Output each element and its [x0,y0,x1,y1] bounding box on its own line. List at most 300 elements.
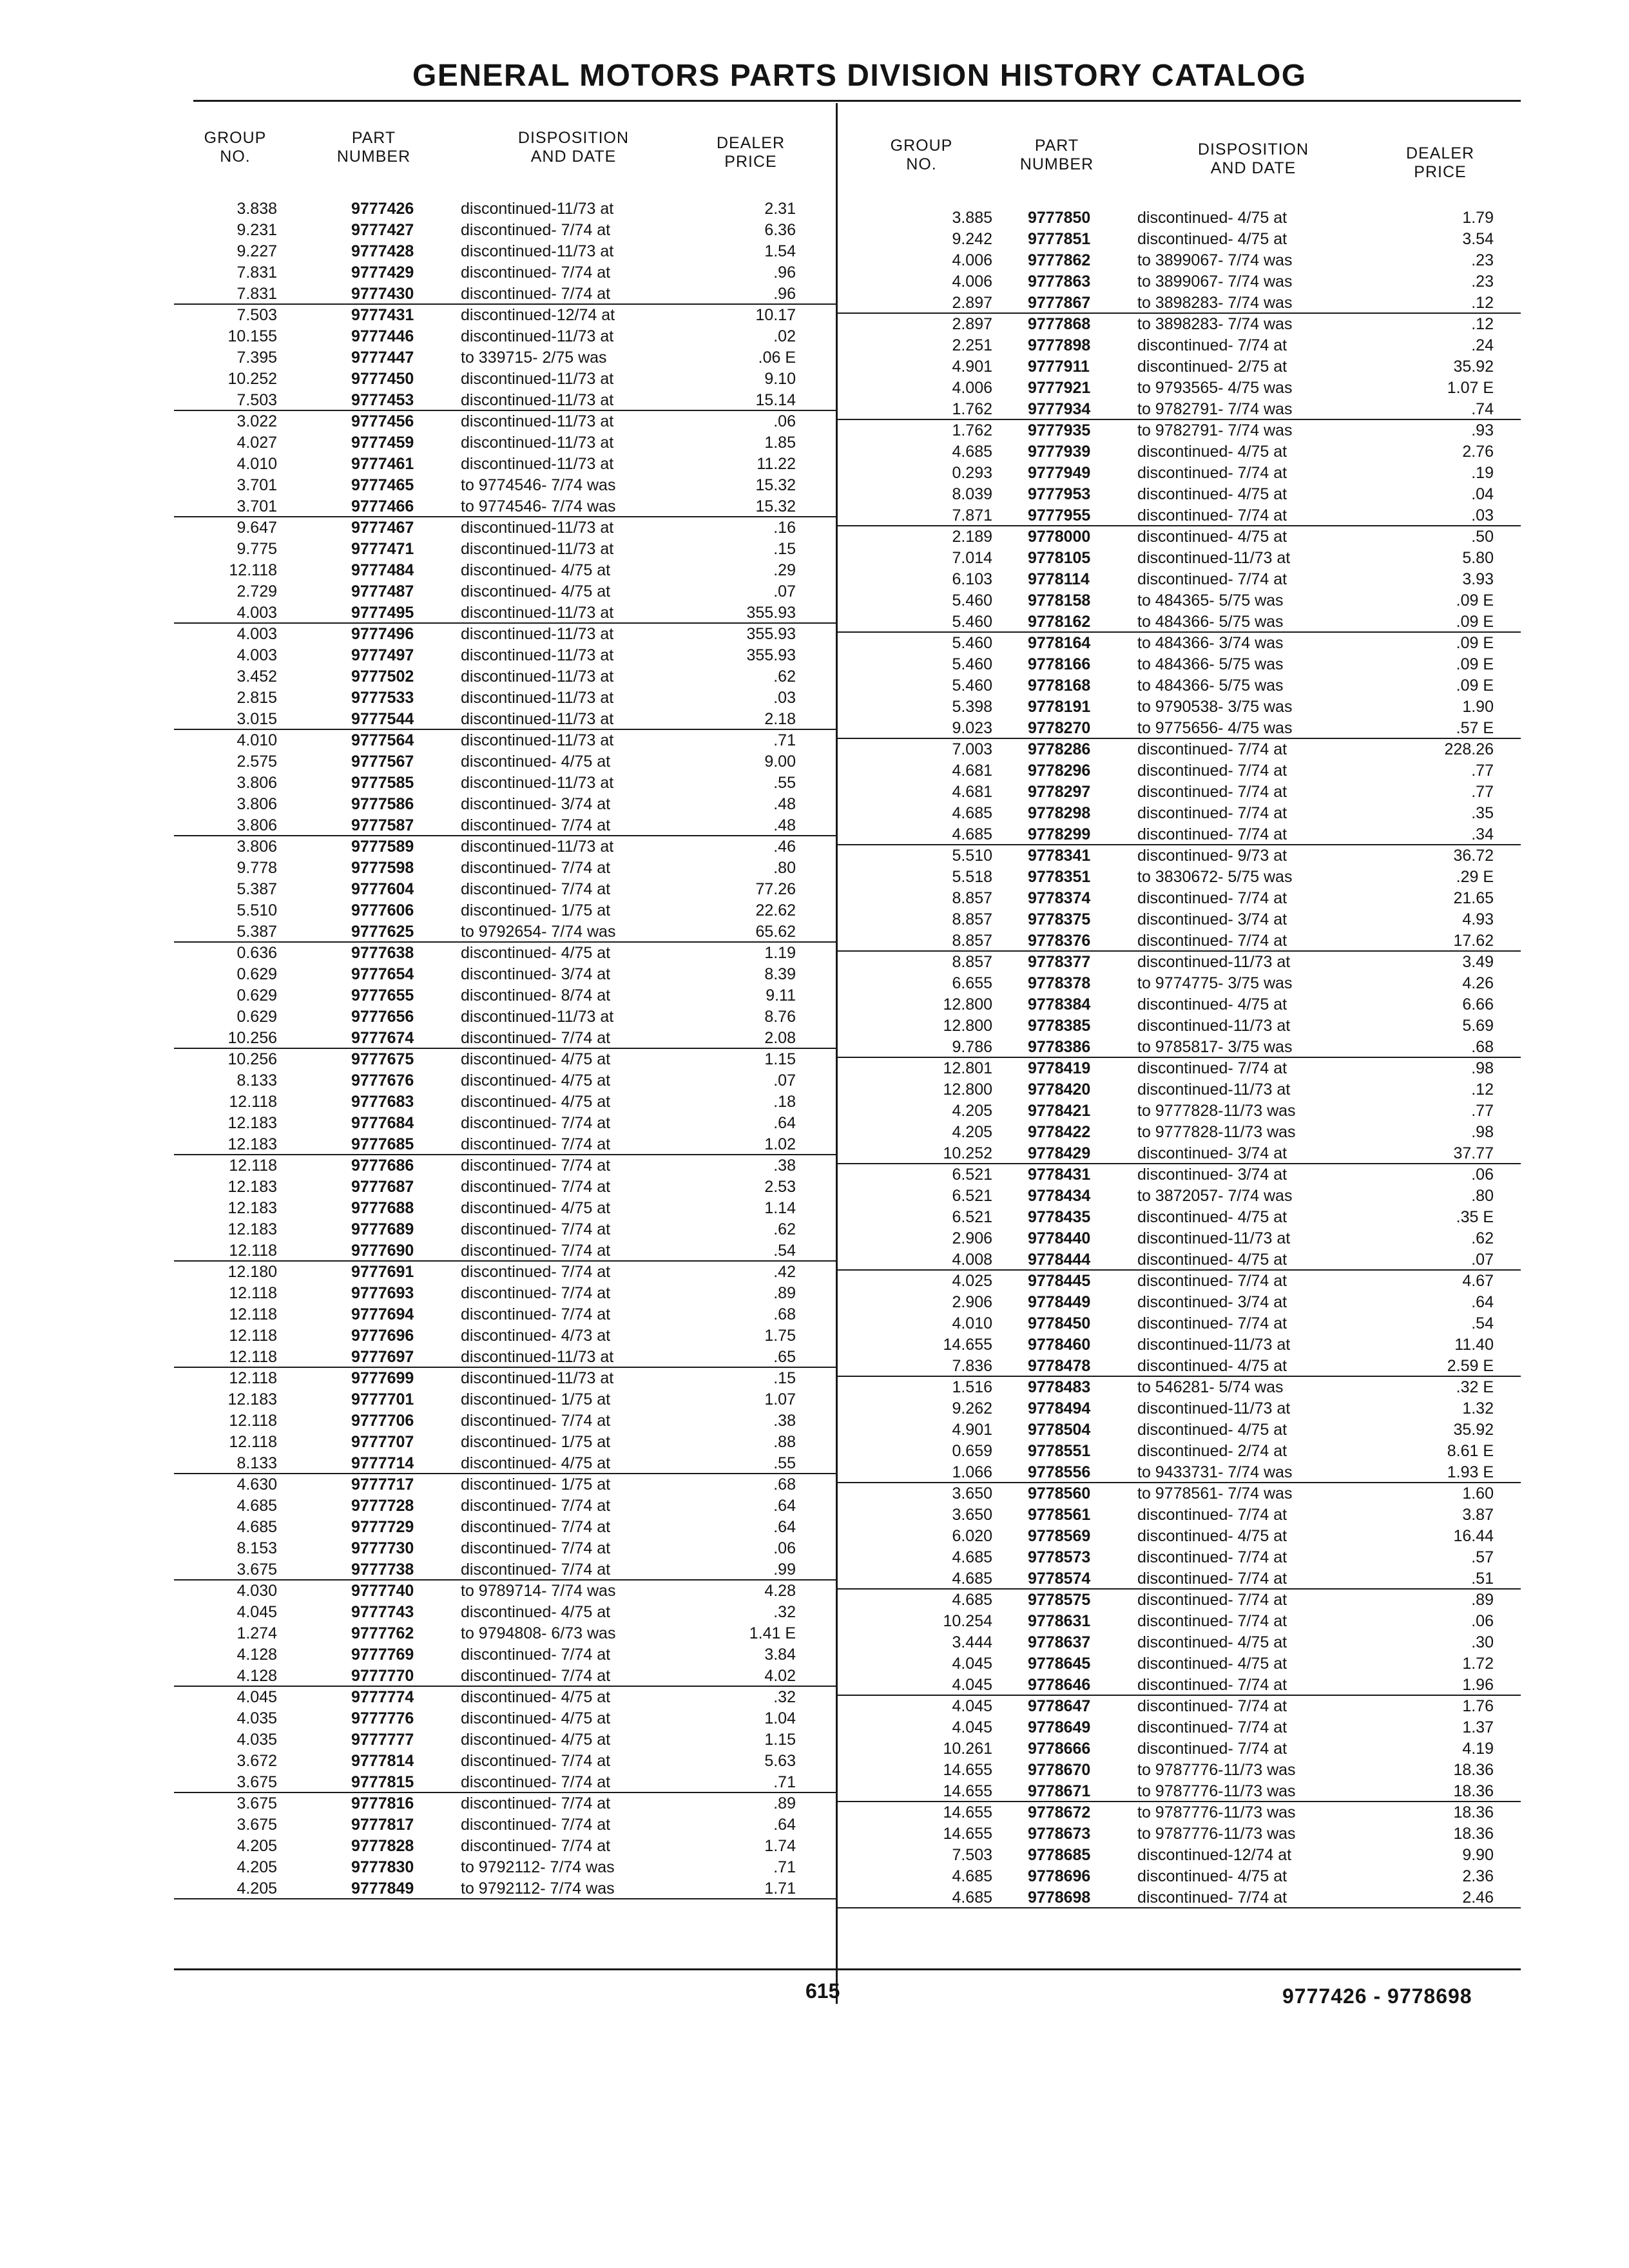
table-row [838,1462,1521,1483]
dealer-price-cell: 1.54 [764,242,796,260]
disposition-cell: discontinued- 7/74 at [1137,1314,1287,1332]
table-row [838,314,1521,335]
table-row [174,1432,838,1453]
disposition-cell: discontinued- 4/75 at [1137,1421,1287,1439]
disposition-cell: discontinued- 4/75 at [461,753,611,771]
part-number-cell: 9777466 [351,497,414,515]
group-no-cell: 4.027 [236,434,277,452]
dealer-price-cell: .03 [773,689,796,707]
disposition-cell: discontinued- 7/74 at [1137,783,1287,801]
group-no-cell: 4.685 [952,804,992,822]
group-no-cell: 9.786 [952,1038,992,1056]
dealer-price-cell: .89 [1471,1591,1494,1609]
table-row [174,687,838,709]
table-row [838,633,1521,654]
group-no-cell: 8.857 [952,953,992,971]
dealer-price-cell: .12 [1471,1081,1494,1099]
part-number-cell: 9777850 [1028,209,1091,227]
group-no-cell: 6.521 [952,1208,992,1226]
group-no-cell: 12.118 [229,1327,277,1345]
dealer-price-cell: .68 [1471,1038,1494,1056]
disposition-cell: discontinued-11/73 at [461,200,614,218]
table-row [838,845,1521,867]
disposition-cell: discontinued- 7/74 at [1137,1059,1287,1077]
dealer-price-cell: 3.93 [1462,570,1494,588]
group-no-cell: 7.503 [236,391,277,409]
part-number-cell: 9778298 [1028,804,1091,822]
part-number-cell: 9777567 [351,753,414,771]
dealer-price-cell: 15.14 [755,391,796,409]
dealer-price-cell: .48 [773,795,796,813]
group-no-cell: 5.510 [236,901,277,919]
dealer-price-cell: 355.93 [746,646,796,664]
table-row [838,1483,1521,1504]
disposition-cell: discontinued- 4/75 at [461,1603,611,1621]
part-number-cell: 9778420 [1028,1081,1091,1099]
disposition-cell: discontinued- 4/75 at [1137,1655,1287,1673]
dealer-price-cell: 4.67 [1462,1272,1494,1290]
table-row [838,1845,1521,1866]
dealer-price-cell: .80 [773,859,796,877]
group-no-cell: 12.118 [229,1305,277,1323]
disposition-cell: to 9778561- 7/74 was [1137,1485,1293,1503]
group-no-cell: 7.836 [952,1357,992,1375]
dealer-price-cell: 1.60 [1462,1485,1494,1503]
disposition-cell: discontinued- 7/74 at [461,1135,611,1153]
part-number-cell: 9778556 [1028,1463,1091,1481]
disposition-cell: to 9792654- 7/74 was [461,923,616,941]
table-row [838,1079,1521,1100]
disposition-cell: to 3830672- 5/75 was [1137,868,1293,886]
part-number-cell: 9777770 [351,1667,414,1685]
disposition-cell: to 484366- 5/75 was [1137,655,1284,673]
part-number-cell: 9778166 [1028,655,1091,673]
disposition-cell: to 9774546- 7/74 was [461,497,616,515]
dealer-price-cell: 3.54 [1462,230,1494,248]
table-row [838,1738,1521,1760]
dealer-price-cell: 18.36 [1453,1825,1494,1843]
table-row [174,1177,838,1198]
right-column-header [838,129,1521,193]
dealer-price-cell: .48 [773,816,796,834]
part-number-cell: 9777911 [1028,358,1090,376]
part-number-cell: 9777691 [351,1263,414,1281]
part-number-cell: 9777564 [351,731,414,749]
part-number-cell: 9777585 [351,774,414,792]
dealer-price-cell: .30 [1471,1633,1494,1651]
dealer-price-cell: .12 [1471,294,1494,312]
dealer-price-cell: 18.36 [1453,1782,1494,1800]
disposition-cell: discontinued-11/73 at [461,668,614,686]
part-number-cell: 9777955 [1028,506,1091,524]
disposition-cell: discontinued- 3/74 at [1137,1144,1287,1162]
disposition-cell: discontinued- 7/74 at [1137,1591,1287,1609]
part-number-cell: 9777428 [351,242,414,260]
part-number-cell: 9778431 [1028,1166,1091,1184]
part-number-cell: 9778573 [1028,1548,1091,1566]
dealer-price-cell: .64 [773,1497,796,1515]
dealer-price-cell: .03 [1471,506,1494,524]
part-number-cell: 9778419 [1028,1059,1091,1077]
table-row [838,952,1521,973]
table-row [838,1441,1521,1462]
disposition-cell: to 9787776-11/73 was [1137,1825,1296,1843]
table-row [174,666,838,687]
part-number-cell: 9777654 [351,965,414,983]
group-no-cell: 10.256 [227,1050,277,1068]
disposition-cell: discontinued- 7/74 at [1137,804,1287,822]
part-number-cell: 9778162 [1028,613,1091,631]
table-row [174,836,838,858]
table-row [174,1581,838,1602]
group-no-cell: 14.655 [943,1782,992,1800]
disposition-cell: to 9792112- 7/74 was [461,1858,615,1876]
part-number-cell: 9777699 [351,1369,414,1387]
dealer-price-cell: 9.90 [1462,1846,1494,1864]
part-number-cell: 9778569 [1028,1527,1091,1545]
part-number-cell: 9778296 [1028,762,1091,780]
dealer-price-cell: .35 E [1456,1208,1494,1226]
group-no-cell: 4.010 [236,731,277,749]
table-row [174,709,838,730]
table-row [838,399,1521,420]
disposition-cell: discontinued- 7/74 at [1137,762,1287,780]
table-row [174,815,838,836]
table-row [838,1313,1521,1334]
dealer-price-cell: 228.26 [1444,740,1494,758]
disposition-cell: to 9782791- 7/74 was [1137,400,1293,418]
table-row [174,943,838,964]
disposition-cell: discontinued- 4/75 at [461,1072,611,1090]
disposition-cell: discontinued- 7/74 at [461,1412,611,1430]
dealer-price-cell: 355.93 [746,625,796,643]
group-no-cell: 10.252 [943,1144,992,1162]
group-no-cell: 4.006 [952,273,992,291]
dealer-price-cell: 15.32 [755,497,796,515]
group-no-cell: 4.006 [952,379,992,397]
disposition-cell: to 484366- 3/74 was [1137,634,1284,652]
dealer-price-cell: .06 [773,412,796,430]
table-row [838,1675,1521,1696]
disposition-cell: discontinued- 3/74 at [1137,1293,1287,1311]
dealer-price-cell: 1.93 E [1447,1463,1494,1481]
disposition-cell: discontinued- 7/74 at [1137,1272,1287,1290]
part-number-cell: 9777714 [351,1454,414,1472]
table-row [838,718,1521,739]
part-number-cell: 9778297 [1028,783,1091,801]
dealer-price-cell: 1.07 [764,1390,796,1408]
dealer-price-cell: .07 [773,582,796,601]
part-number-cell: 9778560 [1028,1485,1091,1503]
part-number-cell: 9778698 [1028,1888,1091,1907]
group-no-cell: 9.231 [236,221,277,239]
dealer-price-cell: .96 [773,264,796,282]
dealer-price-cell: .54 [1471,1314,1494,1332]
dealer-price-cell: .09 E [1456,634,1494,652]
table-row [174,602,838,624]
disposition-cell: discontinued- 8/74 at [461,986,611,1004]
disposition-cell: discontinued- 4/75 at [461,1731,611,1749]
group-no-cell: 12.800 [943,1081,992,1099]
disposition-cell: discontinued- 4/75 at [461,1709,611,1727]
group-no-cell: 0.629 [236,1008,277,1026]
group-no-cell: 5.460 [952,634,992,652]
dealer-price-cell: 9.11 [766,986,796,1004]
table-row [174,1687,838,1708]
disposition-cell: discontinued- 3/74 at [1137,1166,1287,1184]
disposition-cell: discontinued- 7/74 at [461,285,611,303]
dealer-price-cell: 3.87 [1462,1506,1494,1524]
part-number-cell: 9778631 [1028,1612,1091,1630]
part-number-cell: 9777815 [351,1773,414,1791]
table-row [838,1696,1521,1717]
table-row [838,1356,1521,1377]
table-row [838,463,1521,484]
disposition-cell: discontinued- 3/74 at [461,965,611,983]
group-no-cell: 5.518 [952,868,992,886]
table-row [838,1058,1521,1079]
page-part-range: 9777426 - 9778698 [1282,1984,1472,2008]
dealer-price-cell: 5.69 [1462,1017,1494,1035]
table-row [174,1049,838,1070]
dealer-price-cell: .62 [773,1220,796,1238]
part-number-cell: 9777939 [1028,443,1091,461]
disposition-cell: discontinued- 7/74 at [461,816,611,834]
group-no-cell: 12.183 [227,1135,277,1153]
group-no-cell: 4.010 [236,455,277,473]
table-row [838,420,1521,441]
header-dealer-price: DEALER PRICE [1405,144,1475,181]
table-row [174,1708,838,1729]
part-number-cell: 9778673 [1028,1825,1091,1843]
group-no-cell: 5.398 [952,698,992,716]
group-no-cell: 4.128 [236,1667,277,1685]
group-no-cell: 6.020 [952,1527,992,1545]
dealer-price-cell: .38 [773,1157,796,1175]
group-no-cell: 10.256 [227,1029,277,1047]
table-row [838,1504,1521,1526]
part-number-cell: 9778574 [1028,1570,1091,1588]
group-no-cell: 4.901 [952,1421,992,1439]
part-number-cell: 9778685 [1028,1846,1091,1864]
left-column-header [174,129,838,193]
table-row [838,654,1521,675]
group-no-cell: 4.630 [236,1475,277,1494]
dealer-price-cell: 11.40 [1454,1336,1494,1354]
dealer-price-cell: .46 [773,838,796,856]
disposition-cell: discontinued-11/73 at [461,646,614,664]
part-number-cell: 9778561 [1028,1506,1091,1524]
disposition-cell: discontinued- 4/75 at [1137,1357,1287,1375]
disposition-cell: discontinued- 7/74 at [1137,1506,1287,1524]
part-number-cell: 9778460 [1028,1336,1091,1354]
dealer-price-cell: 6.36 [764,221,796,239]
part-number-cell: 9777777 [351,1731,414,1749]
group-no-cell: 9.775 [236,540,277,558]
table-row [174,1644,838,1666]
group-no-cell: 5.460 [952,677,992,695]
table-row [838,441,1521,463]
disposition-cell: discontinued-11/73 at [461,1008,614,1026]
group-no-cell: 7.395 [236,349,277,367]
dealer-price-cell: .16 [773,519,796,537]
table-row [174,1857,838,1878]
group-no-cell: 8.133 [236,1454,277,1472]
disposition-cell: discontinued- 7/74 at [461,1667,611,1685]
group-no-cell: 4.205 [952,1123,992,1141]
dealer-price-cell: 18.36 [1453,1761,1494,1779]
group-no-cell: 0.629 [236,965,277,983]
disposition-cell: discontinued- 7/74 at [461,1114,611,1132]
part-number-cell: 9777730 [351,1539,414,1557]
table-row [174,751,838,773]
disposition-cell: discontinued- 7/74 at [461,1284,611,1302]
table-row [174,369,838,390]
dealer-price-cell: .29 E [1456,868,1494,886]
part-number-cell: 9778483 [1028,1378,1091,1396]
part-number-cell: 9777484 [351,561,414,579]
table-row [174,1091,838,1113]
disposition-cell: discontinued- 7/74 at [461,1263,611,1281]
table-row [838,994,1521,1015]
dealer-price-cell: .77 [1471,783,1494,801]
group-no-cell: 6.655 [952,974,992,992]
part-number-cell: 9778637 [1028,1633,1091,1651]
dealer-price-cell: 1.41 E [749,1624,796,1642]
group-no-cell: 3.650 [952,1506,992,1524]
table-row [838,1207,1521,1228]
dealer-price-cell: 1.37 [1462,1718,1494,1736]
table-row [174,517,838,539]
dealer-price-cell: 4.93 [1462,910,1494,928]
catalog-title: GENERAL MOTORS PARTS DIVISION HISTORY CATALOG [412,59,1307,93]
table-row [838,1632,1521,1653]
group-no-cell: 12.118 [229,1412,277,1430]
dealer-price-cell: 1.75 [764,1327,796,1345]
table-row [838,356,1521,378]
disposition-cell: discontinued-11/73 at [461,412,614,430]
dealer-price-cell: 2.59 E [1447,1357,1494,1375]
table-row [174,645,838,666]
disposition-cell: discontinued- 7/74 at [1137,932,1287,950]
dealer-price-cell: .15 [773,1369,796,1387]
group-no-cell: 4.045 [952,1697,992,1715]
disposition-cell: discontinued- 4/75 at [1137,1208,1287,1226]
disposition-cell: discontinued- 7/74 at [1137,1548,1287,1566]
part-number-cell: 9777862 [1028,251,1091,269]
group-no-cell: 3.022 [236,412,277,430]
part-number-cell: 9777606 [351,901,414,919]
table-row [174,624,838,645]
disposition-cell: to 9787776-11/73 was [1137,1803,1296,1821]
disposition-cell: discontinued- 4/75 at [1137,485,1287,503]
part-number-cell: 9777497 [351,646,414,664]
dealer-price-cell: 2.53 [764,1178,796,1196]
disposition-cell: discontinued- 7/74 at [461,859,611,877]
dealer-price-cell: 77.26 [755,880,796,898]
group-no-cell: 8.153 [236,1539,277,1557]
part-number-cell: 9777934 [1028,400,1091,418]
part-number-cell: 9777849 [351,1879,414,1898]
part-number-cell: 9778191 [1028,698,1091,716]
dealer-price-cell: 1.19 [764,944,796,962]
group-no-cell: 8.857 [952,910,992,928]
dealer-price-cell: 3.49 [1462,953,1494,971]
group-no-cell: 3.675 [236,1561,277,1579]
part-number-cell: 9777496 [351,625,414,643]
table-row [174,1814,838,1836]
part-number-cell: 9778435 [1028,1208,1091,1226]
dealer-price-cell: .68 [773,1305,796,1323]
dealer-price-cell: 15.32 [755,476,796,494]
group-no-cell: 12.800 [943,995,992,1014]
group-no-cell: 4.685 [952,1888,992,1907]
dealer-price-cell: 22.62 [755,901,796,919]
part-number-cell: 9777743 [351,1603,414,1621]
disposition-cell: discontinued- 1/75 at [461,1433,611,1451]
part-number-cell: 9778429 [1028,1144,1091,1162]
disposition-cell: to 3899067- 7/74 was [1137,251,1293,269]
part-number-cell: 9777674 [351,1029,414,1047]
dealer-price-cell: 1.74 [764,1837,796,1855]
group-no-cell: 14.655 [943,1761,992,1779]
group-no-cell: 4.003 [236,646,277,664]
disposition-cell: discontinued- 4/75 at [1137,1251,1287,1269]
group-no-cell: 5.460 [952,655,992,673]
table-row [174,496,838,517]
part-number-cell: 9778158 [1028,591,1091,610]
part-number-cell: 9778670 [1028,1761,1091,1779]
part-number-cell: 9777696 [351,1327,414,1345]
disposition-cell: discontinued- 7/74 at [461,1518,611,1536]
dealer-price-cell: 1.96 [1462,1676,1494,1694]
part-number-cell: 9777717 [351,1475,414,1494]
table-row [174,1113,838,1134]
table-row [838,569,1521,590]
group-no-cell: 2.729 [236,582,277,601]
group-no-cell: 4.035 [236,1709,277,1727]
part-number-cell: 9778696 [1028,1867,1091,1885]
part-number-cell: 9777461 [351,455,414,473]
dealer-price-cell: .12 [1471,315,1494,333]
table-row [174,1368,838,1389]
part-number-cell: 9778114 [1028,570,1090,588]
part-number-cell: 9777487 [351,582,414,601]
group-no-cell: 4.045 [952,1718,992,1736]
dealer-price-cell: .35 [1471,804,1494,822]
group-no-cell: 3.806 [236,774,277,792]
table-row [174,1283,838,1304]
dealer-price-cell: 21.65 [1453,889,1494,907]
group-no-cell: 12.118 [229,1157,277,1175]
group-no-cell: 1.762 [952,421,992,439]
part-number-cell: 9778341 [1028,847,1091,865]
table-row [838,1802,1521,1823]
disposition-cell: discontinued- 4/75 at [461,582,611,601]
dealer-price-cell: 11.22 [757,455,796,473]
group-no-cell: 4.205 [236,1837,277,1855]
dealer-price-cell: 17.62 [1453,932,1494,950]
group-no-cell: 3.701 [236,497,277,515]
dealer-price-cell: .18 [773,1093,796,1111]
table-row [838,1590,1521,1611]
table-row [174,284,838,305]
top-rule [193,100,1521,102]
table-row [174,1134,838,1155]
group-no-cell: 3.675 [236,1773,277,1791]
part-number-cell: 9778105 [1028,549,1091,567]
disposition-cell: discontinued- 3/74 at [461,795,611,813]
